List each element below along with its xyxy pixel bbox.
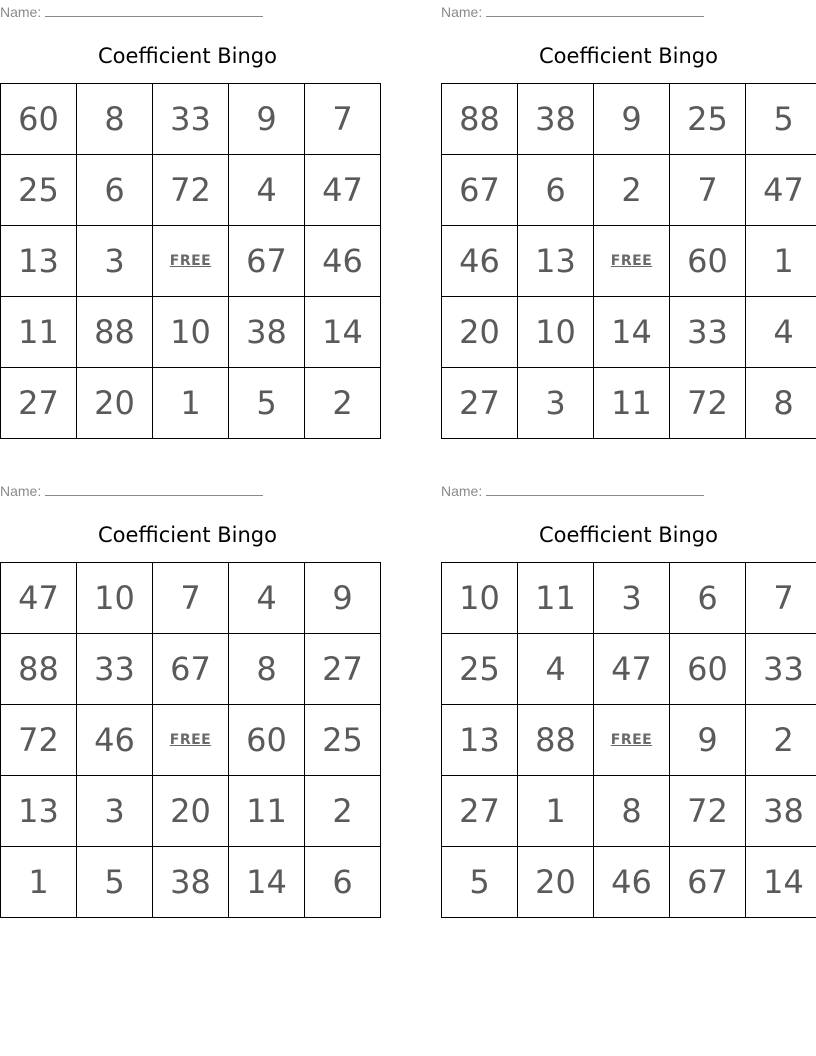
bingo-cell[interactable]: 60 [670,226,746,297]
bingo-cell[interactable]: 5 [229,368,305,439]
bingo-cell[interactable]: 6 [305,847,381,918]
card-title: Coefficient Bingo [98,523,277,547]
bingo-cell[interactable]: 8 [746,368,816,439]
bingo-cell[interactable]: 27 [305,634,381,705]
bingo-cell[interactable]: 2 [305,368,381,439]
bingo-cell[interactable]: 3 [77,776,153,847]
bingo-cell[interactable]: 88 [77,297,153,368]
grid-row [1,368,381,439]
bingo-cell[interactable]: 20 [77,368,153,439]
bingo-cell[interactable]: 11 [229,776,305,847]
grid-row [1,776,381,847]
bingo-cell[interactable]: 25 [1,155,77,226]
card-title: Coefficient Bingo [539,44,718,68]
bingo-cell[interactable]: 4 [746,297,816,368]
bingo-grid [441,562,816,918]
grid-row [442,563,816,634]
grid-row [1,634,381,705]
bingo-cell[interactable]: 38 [229,297,305,368]
bingo-cell[interactable]: 13 [518,226,594,297]
grid-row [442,297,816,368]
bingo-cell[interactable]: 3 [518,368,594,439]
bingo-cell[interactable]: 8 [77,84,153,155]
bingo-cell[interactable]: 47 [305,155,381,226]
bingo-cell[interactable]: 7 [305,84,381,155]
bingo-cell[interactable]: 5 [442,847,518,918]
grid-row [442,155,816,226]
bingo-cell[interactable]: 33 [670,297,746,368]
bingo-cell[interactable]: 27 [442,368,518,439]
bingo-cell[interactable]: 9 [305,563,381,634]
name-blank-line[interactable] [486,482,704,496]
bingo-cell[interactable]: 46 [594,847,670,918]
bingo-cell[interactable]: 10 [153,297,229,368]
grid-row [1,847,381,918]
bingo-cell[interactable]: 33 [153,84,229,155]
name-field[interactable] [0,3,263,20]
bingo-cell[interactable]: 5 [77,847,153,918]
grid-row [1,705,381,776]
bingo-cell[interactable]: 72 [153,155,229,226]
bingo-cell[interactable]: 10 [77,563,153,634]
name-label: Name: [441,4,483,20]
bingo-cell[interactable]: 47 [1,563,77,634]
bingo-cell[interactable]: 14 [229,847,305,918]
bingo-cell[interactable]: 47 [746,155,816,226]
bingo-cell[interactable]: 14 [594,297,670,368]
bingo-cell[interactable]: 2 [305,776,381,847]
grid-row [442,705,816,776]
bingo-cell[interactable]: 46 [442,226,518,297]
bingo-card-1 [0,0,375,434]
bingo-cell[interactable]: 9 [594,84,670,155]
bingo-cell[interactable]: 38 [518,84,594,155]
name-field[interactable] [0,482,263,499]
bingo-cell[interactable]: 20 [518,847,594,918]
bingo-grid [0,562,381,918]
grid-row [442,84,816,155]
grid-row [442,368,816,439]
free-space-cell[interactable]: FREE [594,705,670,776]
bingo-cell[interactable]: 60 [229,705,305,776]
bingo-cell[interactable]: 46 [77,705,153,776]
bingo-cell[interactable]: 72 [670,368,746,439]
bingo-cell[interactable]: 3 [77,226,153,297]
bingo-cell[interactable]: 60 [670,634,746,705]
bingo-card-4 [441,479,816,913]
name-label: Name: [441,483,483,499]
bingo-cell[interactable]: 6 [518,155,594,226]
bingo-cell[interactable]: 67 [229,226,305,297]
bingo-cell[interactable]: 14 [746,847,816,918]
grid-row [442,634,816,705]
bingo-cell[interactable]: 38 [746,776,816,847]
bingo-card-3 [0,479,375,913]
bingo-cell[interactable]: 27 [442,776,518,847]
bingo-grid [441,83,816,439]
name-blank-line[interactable] [486,3,704,17]
grid-row [1,155,381,226]
bingo-cell[interactable]: 20 [153,776,229,847]
name-blank-line[interactable] [45,482,263,496]
bingo-card-2 [441,0,816,434]
bingo-cell[interactable]: 46 [305,226,381,297]
bingo-cell[interactable]: 67 [670,847,746,918]
bingo-cell[interactable]: 1 [1,847,77,918]
bingo-cell[interactable]: 1 [153,368,229,439]
bingo-cell[interactable]: 7 [670,155,746,226]
bingo-cell[interactable]: 7 [153,563,229,634]
bingo-cell[interactable]: 88 [442,84,518,155]
grid-row [1,226,381,297]
name-field[interactable] [441,3,704,20]
grid-row [1,297,381,368]
card-title: Coefficient Bingo [539,523,718,547]
bingo-cell[interactable]: 6 [670,563,746,634]
bingo-cell[interactable]: 8 [594,776,670,847]
name-label: Name: [0,483,42,499]
bingo-cell[interactable]: 25 [670,84,746,155]
grid-row [442,776,816,847]
name-blank-line[interactable] [45,3,263,17]
bingo-cell[interactable]: 27 [1,368,77,439]
bingo-cell[interactable]: 11 [594,368,670,439]
bingo-cell[interactable]: 60 [1,84,77,155]
bingo-cell[interactable]: 38 [153,847,229,918]
free-space-cell[interactable]: FREE [153,705,229,776]
bingo-cell[interactable]: 88 [518,705,594,776]
bingo-cell[interactable]: 3 [594,563,670,634]
bingo-cell[interactable]: 47 [594,634,670,705]
bingo-cell[interactable]: 4 [518,634,594,705]
grid-row [1,563,381,634]
bingo-cell[interactable]: 67 [153,634,229,705]
card-title: Coefficient Bingo [98,44,277,68]
grid-row [1,84,381,155]
bingo-cell[interactable]: 9 [670,705,746,776]
bingo-cell[interactable]: 11 [518,563,594,634]
bingo-cell[interactable]: 88 [1,634,77,705]
bingo-cell[interactable]: 33 [77,634,153,705]
bingo-cell[interactable]: 4 [229,155,305,226]
bingo-cell[interactable]: 25 [305,705,381,776]
bingo-cell[interactable]: 25 [442,634,518,705]
bingo-cell[interactable]: 9 [229,84,305,155]
bingo-cell[interactable]: 72 [670,776,746,847]
bingo-cell[interactable]: 4 [229,563,305,634]
bingo-cell[interactable]: 13 [442,705,518,776]
grid-row [442,226,816,297]
bingo-cell[interactable]: 1 [518,776,594,847]
bingo-cell[interactable]: 10 [518,297,594,368]
bingo-cell[interactable]: 20 [442,297,518,368]
bingo-grid [0,83,381,439]
bingo-cell[interactable]: 5 [746,84,816,155]
bingo-cell[interactable]: 72 [1,705,77,776]
free-space-cell[interactable]: FREE [153,226,229,297]
bingo-cell[interactable]: 11 [1,297,77,368]
bingo-cell[interactable]: 7 [746,563,816,634]
bingo-cell[interactable]: 14 [305,297,381,368]
name-label: Name: [0,4,42,20]
name-field[interactable] [441,482,704,499]
bingo-cell[interactable]: 67 [442,155,518,226]
bingo-cell[interactable]: 8 [229,634,305,705]
grid-row [442,847,816,918]
free-space-cell[interactable]: FREE [594,226,670,297]
bingo-cell[interactable]: 2 [746,705,816,776]
bingo-cell[interactable]: 10 [442,563,518,634]
bingo-cell[interactable]: 13 [1,776,77,847]
bingo-cell[interactable]: 13 [1,226,77,297]
bingo-cell[interactable]: 6 [77,155,153,226]
bingo-cell[interactable]: 2 [594,155,670,226]
bingo-cell[interactable]: 1 [746,226,816,297]
bingo-cell[interactable]: 33 [746,634,816,705]
